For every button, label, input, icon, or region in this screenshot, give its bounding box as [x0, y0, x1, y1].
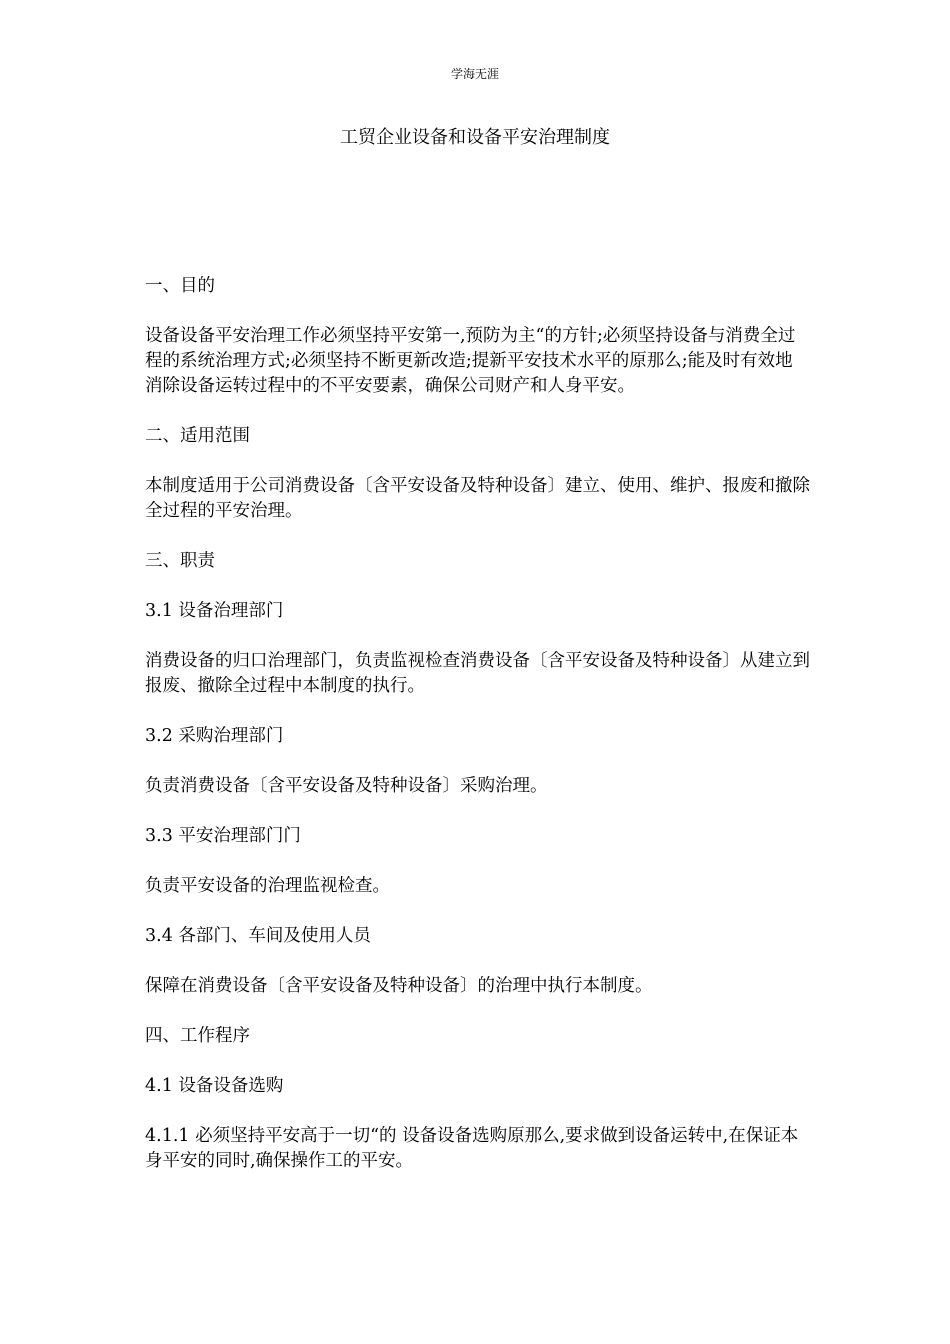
- section-heading-scope: 二、适用范围: [145, 426, 250, 446]
- paragraph-4-1-1: 4.1.1 必须坚持平安高于一切“的 设备设备选购原那么,要求做到设备运转中,在保证本身平安的同时,确保操作工的平安。: [145, 1126, 799, 1171]
- subsection-heading-3-4: 3.4 各部门、车间及使用人员: [145, 926, 371, 946]
- section-heading-procedure: 四、工作程序: [145, 1026, 250, 1046]
- page-header: 学海无涯: [450, 67, 499, 81]
- paragraph-3-4: 保障在消费设备〔含平安设备及特种设备〕的治理中执行本制度。: [145, 976, 653, 996]
- document-body: [145, 274, 810, 1199]
- section-heading-responsibilities: 三、职责: [145, 551, 215, 571]
- subsection-heading-4-1: 4.1 设备设备选购: [145, 1076, 284, 1096]
- document-title: 工贸企业设备和设备平安治理制度: [340, 127, 610, 148]
- subsection-heading-3-1: 3.1 设备治理部门: [145, 601, 284, 621]
- paragraph-purpose: 设备设备平安治理工作必须坚持平安第一,预防为主“的方针;必须坚持设备与消费全过程的系统治理方式;必须坚持不断更新改造;提新平安技术水平的原那么;能及时有效地消除设备运转过程中的不平安要素，确保公司财产和人身平安。: [145, 326, 796, 396]
- subsection-heading-3-3: 3.3 平安治理部门门: [145, 826, 301, 846]
- paragraph-3-1: 消费设备的归口治理部门，负责监视检查消费设备〔含平安设备及特种设备〕从建立到报废、撤除全过程中本制度的执行。: [145, 651, 810, 696]
- subsection-heading-3-2: 3.2 采购治理部门: [145, 726, 284, 746]
- paragraph-3-3: 负责平安设备的治理监视检查。: [145, 876, 390, 896]
- paragraph-scope: 本制度适用于公司消费设备〔含平安设备及特种设备〕建立、使用、维护、报废和撤除全过程的平安治理。: [145, 476, 810, 521]
- section-heading-purpose: 一、目的: [145, 276, 215, 296]
- paragraph-3-2: 负责消费设备〔含平安设备及特种设备〕采购治理。: [145, 776, 548, 796]
